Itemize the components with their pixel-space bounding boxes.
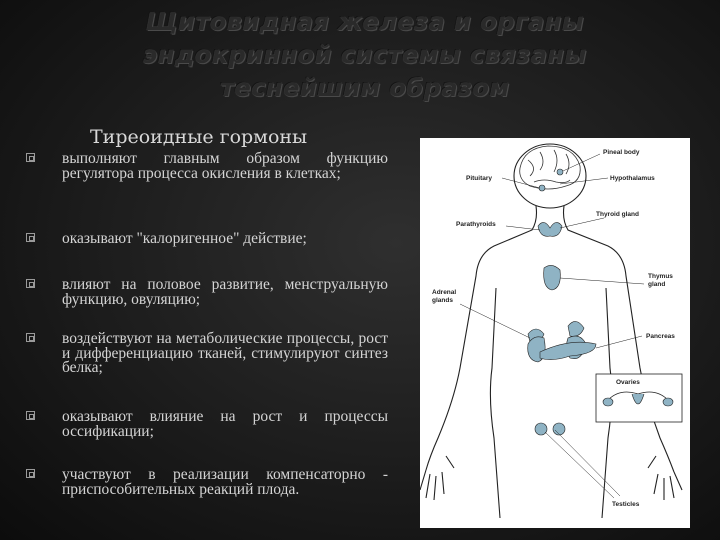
list-item	[18, 152, 388, 181]
label-testicles: Testicles	[612, 501, 640, 508]
label-thyroid-gland: Thyroid gland	[596, 211, 639, 218]
pancreas	[540, 342, 596, 359]
slide-subtitle: Тиреоидные гормоны	[90, 126, 308, 148]
square-bullet-icon	[26, 233, 35, 242]
label-pancreas: Pancreas	[646, 333, 675, 340]
body-diagram	[420, 138, 690, 528]
pineal-gland	[557, 169, 563, 175]
bullet-text: оказывают влияние на рост и процессы оссификации;	[62, 408, 388, 440]
label-pineal-body: Pineal body	[603, 149, 640, 156]
label-adrenal-glands: glands	[432, 297, 453, 304]
list-item	[18, 410, 388, 439]
square-bullet-icon	[26, 279, 35, 288]
square-bullet-icon	[26, 153, 35, 162]
list-item	[18, 278, 388, 307]
square-bullet-icon	[26, 333, 35, 342]
bullet-text: участвуют в реализации компенсаторно - приспособительных реакций плода.	[62, 466, 388, 498]
list-item	[18, 232, 388, 247]
thymus-gland	[544, 265, 561, 290]
bullet-text: влияют на половое развитие, менструальную функцию, овуляцию;	[62, 276, 388, 308]
bullet-text: оказывают "калоригенное" действие;	[62, 230, 307, 247]
label-hypothalamus: Hypothalamus	[610, 175, 655, 182]
thyroid-gland	[538, 222, 562, 236]
label-thymus-gland: gland	[648, 281, 666, 288]
list-item	[18, 468, 388, 497]
label-pituitary: Pituitary	[466, 175, 493, 182]
leader-lines	[460, 154, 644, 498]
square-bullet-icon	[26, 411, 35, 420]
testicle-left	[535, 423, 547, 435]
square-bullet-icon	[26, 469, 35, 478]
glands	[528, 169, 596, 435]
endocrine-system-figure	[420, 138, 690, 528]
adrenal-gland-right	[568, 321, 584, 336]
testicle-right	[553, 423, 565, 435]
label-ovaries: Ovaries	[616, 379, 640, 386]
list-item	[18, 332, 388, 376]
slide-title: Щитовидная железа и органы эндокринной системы связаны теснейшим образом	[143, 8, 587, 102]
label-thymus: Thymus	[648, 273, 673, 280]
bullet-text: выполняют главным образом функцию регулятора процесса окисления в клетках;	[62, 150, 388, 182]
bullet-text: воздействуют на метаболические процессы, рост и дифференциацию тканей, стимулируют синтез белка;	[62, 330, 388, 376]
body-outline	[420, 144, 682, 518]
label-parathyroids: Parathyroids	[456, 221, 496, 228]
label-adrenal: Adrenal	[432, 289, 457, 296]
